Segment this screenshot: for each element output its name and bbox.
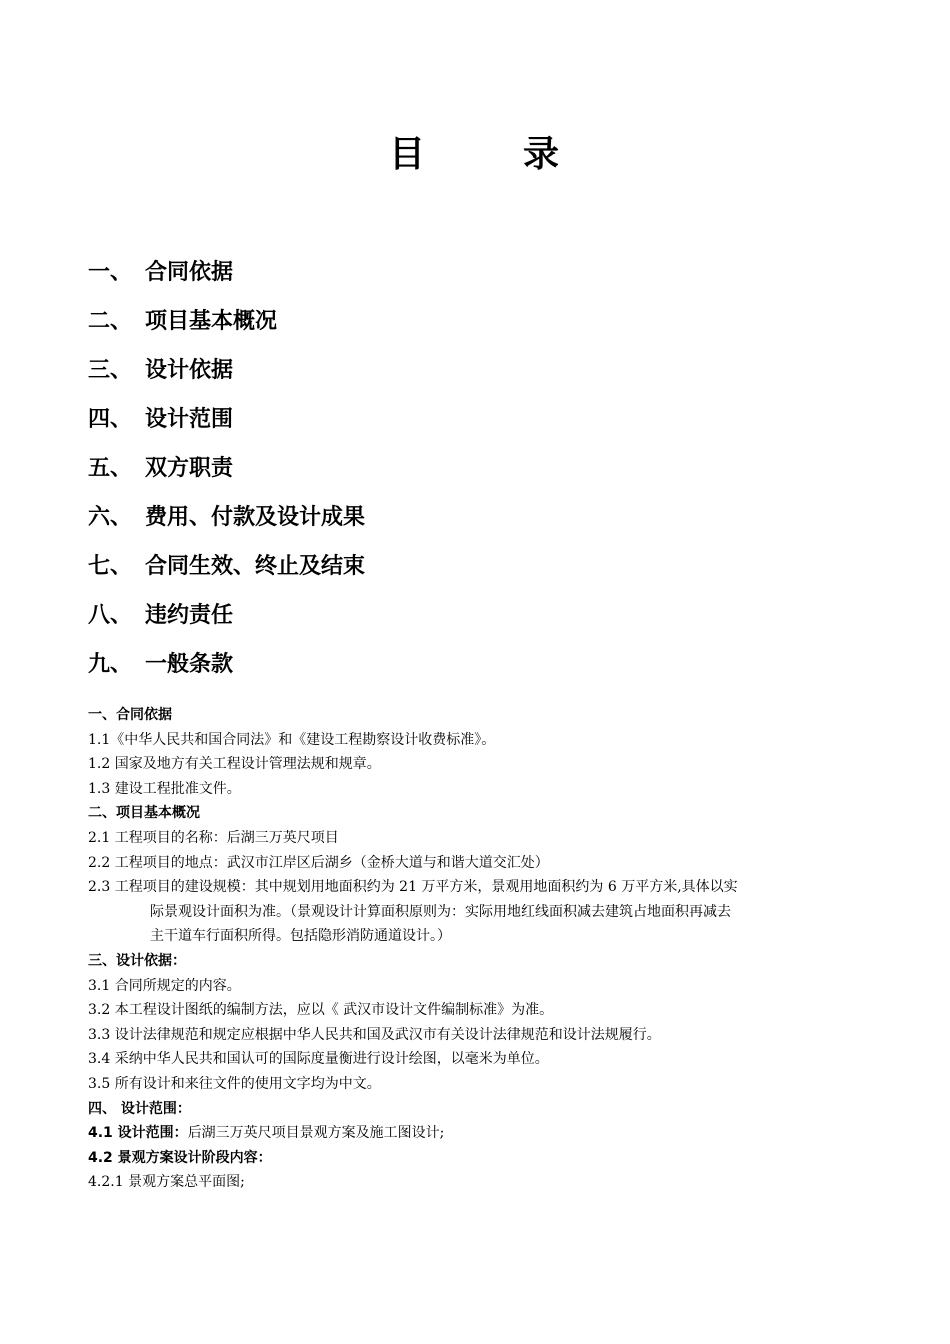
body-line: 3.5 所有设计和来往文件的使用文字均为中文。 [88,1076,381,1092]
body-line: 1.1《中华人民共和国合同法》和《建设工程勘察设计收费标准》。 [88,731,496,748]
toc-item-label: 双方职责 [145,456,234,481]
body-line: 3.4 采纳中华人民共和国认可的国际度量衡进行设计绘图，以毫米为单位。 [88,1051,549,1068]
toc-item-number: 五、 [88,456,133,481]
toc-item-number: 二、 [88,309,133,334]
toc-item[interactable] [88,598,233,629]
toc-item[interactable] [88,255,233,286]
page-title [0,126,950,177]
toc-item-label: 一般条款 [145,652,234,677]
section-heading: 三、设计依据： [88,953,186,969]
body-line: 3.2 本工程设计图纸的编制方法，应以《 武汉市设计文件编制标准》为准。 [88,1002,554,1019]
toc-item[interactable] [88,500,365,531]
toc-item-number: 四、 [88,407,133,432]
body-line: 1.2 国家及地方有关工程设计管理法规和规章。 [88,756,381,773]
clause-label: 4.1 设计范围： [88,1125,188,1142]
toc-item[interactable] [88,647,233,678]
toc-item-label: 设计范围 [145,407,234,432]
toc-item-number: 七、 [88,554,133,579]
body-line: 1.3 建设工程批准文件。 [88,780,241,797]
section-heading: 二、项目基本概况 [88,805,200,822]
toc-item-number: 一、 [88,260,133,285]
toc-item-label: 设计依据 [145,358,234,383]
toc-item-label: 合同生效、终止及结束 [145,554,366,579]
toc-item[interactable] [88,353,233,384]
title-char-1: 目 [388,134,427,175]
toc-item-label: 费用、付款及设计成果 [145,505,366,530]
toc-item[interactable] [88,549,365,580]
toc-item-label: 合同依据 [145,260,234,285]
body-line: 际景观设计面积为准。（景观设计计算面积原则为：实际用地红线面积减去建筑占地面积再减去 [150,903,731,920]
title-char-2: 录 [523,134,562,175]
toc-item-number: 三、 [88,358,133,383]
toc-item[interactable] [88,304,277,335]
body-line: 3.1 合同所规定的内容。 [88,977,241,994]
toc-item-number: 六、 [88,505,133,530]
section-heading: 一、合同依据 [88,707,172,723]
section-heading: 四、 设计范围： [88,1100,191,1117]
toc-item[interactable] [88,402,233,433]
body-line: 2.2 工程项目的地点：武汉市江岸区后湖乡（金桥大道与和谐大道交汇处） [88,854,549,871]
toc-item-label: 项目基本概况 [145,309,278,334]
body-line: 4.2.1 景观方案总平面图; [88,1174,245,1191]
toc-item-label: 违约责任 [145,603,234,628]
toc-item-number: 八、 [88,603,133,628]
clause-text: 后湖三万英尺项目景观方案及施工图设计; [187,1125,445,1142]
body-line: 2.1 工程项目的名称：后湖三万英尺项目 [88,830,339,846]
body-line: 主干道车行面积所得。包括隐形消防通道设计。） [150,928,451,945]
body-line [88,1121,444,1145]
body-line: 3.3 设计法律规范和规定应根据中华人民共和国及武汉市有关设计法律规范和设计法规履行。 [88,1026,661,1043]
body-line: 2.3 工程项目的建设规模：其中规划用地面积约为 21 万平方米，景观用地面积约为 6 万平方米,具体以实 [88,879,738,896]
toc-item-number: 九、 [88,652,133,677]
toc-item[interactable] [88,451,233,482]
section-heading: 4.2 景观方案设计阶段内容： [88,1149,272,1166]
